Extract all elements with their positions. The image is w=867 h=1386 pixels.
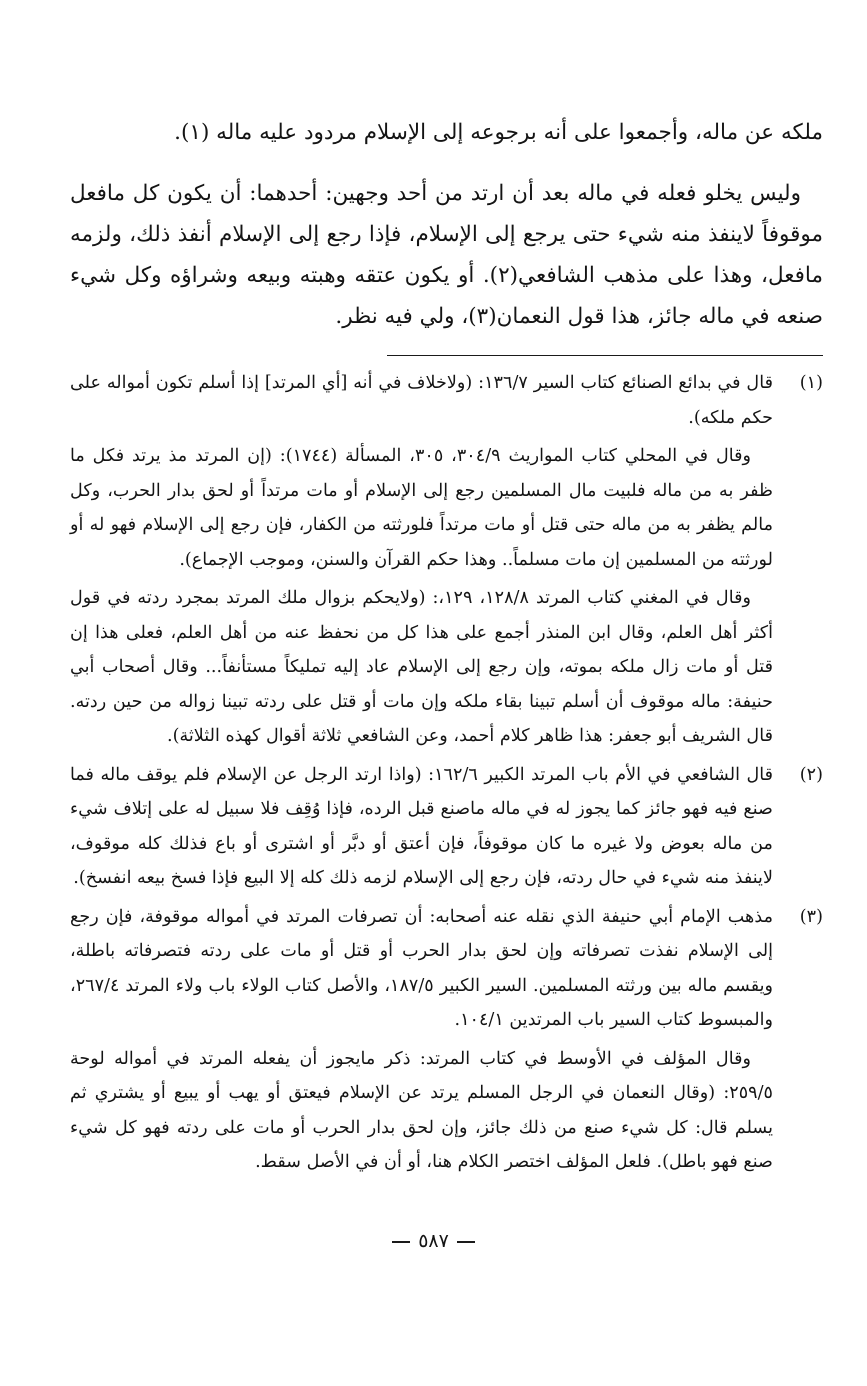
footnote-separator <box>387 355 823 356</box>
page-number: ٥٨٧ <box>418 1230 449 1252</box>
footnote-number: (٢) <box>799 764 823 785</box>
footnote-paragraph: وقال المؤلف في الأوسط في كتاب المرتد: ذكر مايجوز أن يفعله المرتد في أمواله لوحة ٢٥٩/٥: (وقال النعمان في الرجل المسلم يرتد عن الإسلام فيعتق أو يهب أو يبيع أو يشتري ثم يسلم قال: كل شيء صنع من ذلك جائز، وإن لحق بدار الحرب أو مات على ردته فهو كل شيء صنع فهو باطل). فلعل المؤلف اختصر الكلام هنا، أو أن في الأصل سقط. <box>70 1048 773 1172</box>
footnote-body <box>70 758 773 896</box>
page-number-footer <box>0 1230 867 1252</box>
footnote-paragraph: قال الشافعي في الأم باب المرتد الكبير ١٦٢/٦: (واذا ارتد الرجل عن الإسلام فلم يوقف ماله فما صنع فيه فهو جائز كما يجوز له في ماله ماصنع قبل الرده، فإذا وُقِف فلا سبيل له على إتلاف شيء من ماله بعوض ولا غيره ما كان موقوفاً، فإن أعتق أو دبَّر أو اشترى أو باع فذلك كله موقوف، لاينفذ منه شيء في حال ردته، فإن رجع إلى الإسلام لزمه ذلك كله إلا البيع فإذا فسخ بيعه انفسخ). <box>70 764 774 888</box>
dash-icon <box>457 1241 475 1243</box>
page-content <box>70 112 823 1180</box>
footnote <box>70 366 823 754</box>
footnote-paragraph: وقال في المغني كتاب المرتد ١٢٨/٨، ١٢٩،: (ولايحكم بزوال ملك المرتد بمجرد ردته في قول أكثر أهل العلم، وقال ابن المنذر أجمع على هذا كل من نحفظ عنه من أهل العلم، فعلى هذا إن قتل أو مات زال ملكه بموته، وإن رجع إلى الإسلام عاد إليه تمليكاً مستأنفاً... وقال أصحاب أبي حنيفة: ماله موقوف أن أسلم تبينا بقاء ملكه وإن مات أو قتل على ردته تبينا زواله من حين ردته. قال الشريف أبو جعفر: هذا ظاهر كلام أحمد، وعن الشافعي ثلاثة أقوال كهذه الثلاثة). <box>70 588 773 746</box>
footnote-paragraph: مذهب الإمام أبي حنيفة الذي نقله عنه أصحابه: أن تصرفات المرتد في أمواله موقوفة، فإن رجع إلى الإسلام نفذت تصرفاته وإن لحق بدار الحرب أو قتل أو مات على ردته فتصرفاته باطلة، ويقسم ماله بين ورثته المسلمين. السير الكبير ١٨٧/٥، والأصل كتاب الولاء باب ولاء المرتد ٢٦٧/٤، والمبسوط كتاب السير باب المرتدين ١٠٤/١. <box>70 906 773 1030</box>
footnote-paragraph: وقال في المحلي كتاب المواريث ٣٠٤/٩، ٣٠٥، المسألة (١٧٤٤): (إن المرتد مذ يرتد فكل ما ظفر به من ماله فلبيت مال المسلمين رجع إلى الإسلام أو مات مرتداً أو لحق بدار الحرب، وكل مالم يظفر به من ماله حتى قتل أو مات مرتداً فلورثته من الكفار، فإن رجع إلى الإسلام فهو له أو لورثته من المسلمين إن مات مسلماً.. وهذا حكم القرآن والسنن، وموجب الإجماع). <box>70 446 773 570</box>
footnote-separator-wrap <box>70 337 823 356</box>
footnotes <box>70 366 823 1180</box>
footnote-number: (٣) <box>799 906 823 927</box>
footnote-number: (١) <box>799 373 823 393</box>
footnote <box>70 900 823 1180</box>
footnote-body <box>70 366 773 754</box>
main-paragraph: وليس يخلو فعله في ماله بعد أن ارتد من أحد وجهين: أحدهما: أن يكون كل مافعل موقوفاً لاينفذ منه شيء حتى يرجع إلى الإسلام، فإذا رجع إلى الإسلام أنفذ ذلك، ولزمه مافعل، وهذا على مذهب الشافعي(٢). أو يكون عتقه وهبته وبيعه وشراؤه وكل شيء صنعه في ماله جائز، هذا قول النعمان(٣)، ولي فيه نظر. <box>70 181 823 329</box>
dash-icon <box>392 1241 410 1243</box>
footnote <box>70 758 823 896</box>
footnote-paragraph: قال في بدائع الصنائع كتاب السير ١٣٦/٧: (ولاخلاف في أنه [أي المرتد] إذا أسلم تكون أمواله على حكم ملكه). <box>70 373 773 428</box>
main-text <box>70 112 823 337</box>
footnote-body <box>70 900 773 1180</box>
main-paragraph: ملكه عن ماله، وأجمعوا على أنه برجوعه إلى الإسلام مردود عليه ماله (١). <box>174 120 823 145</box>
